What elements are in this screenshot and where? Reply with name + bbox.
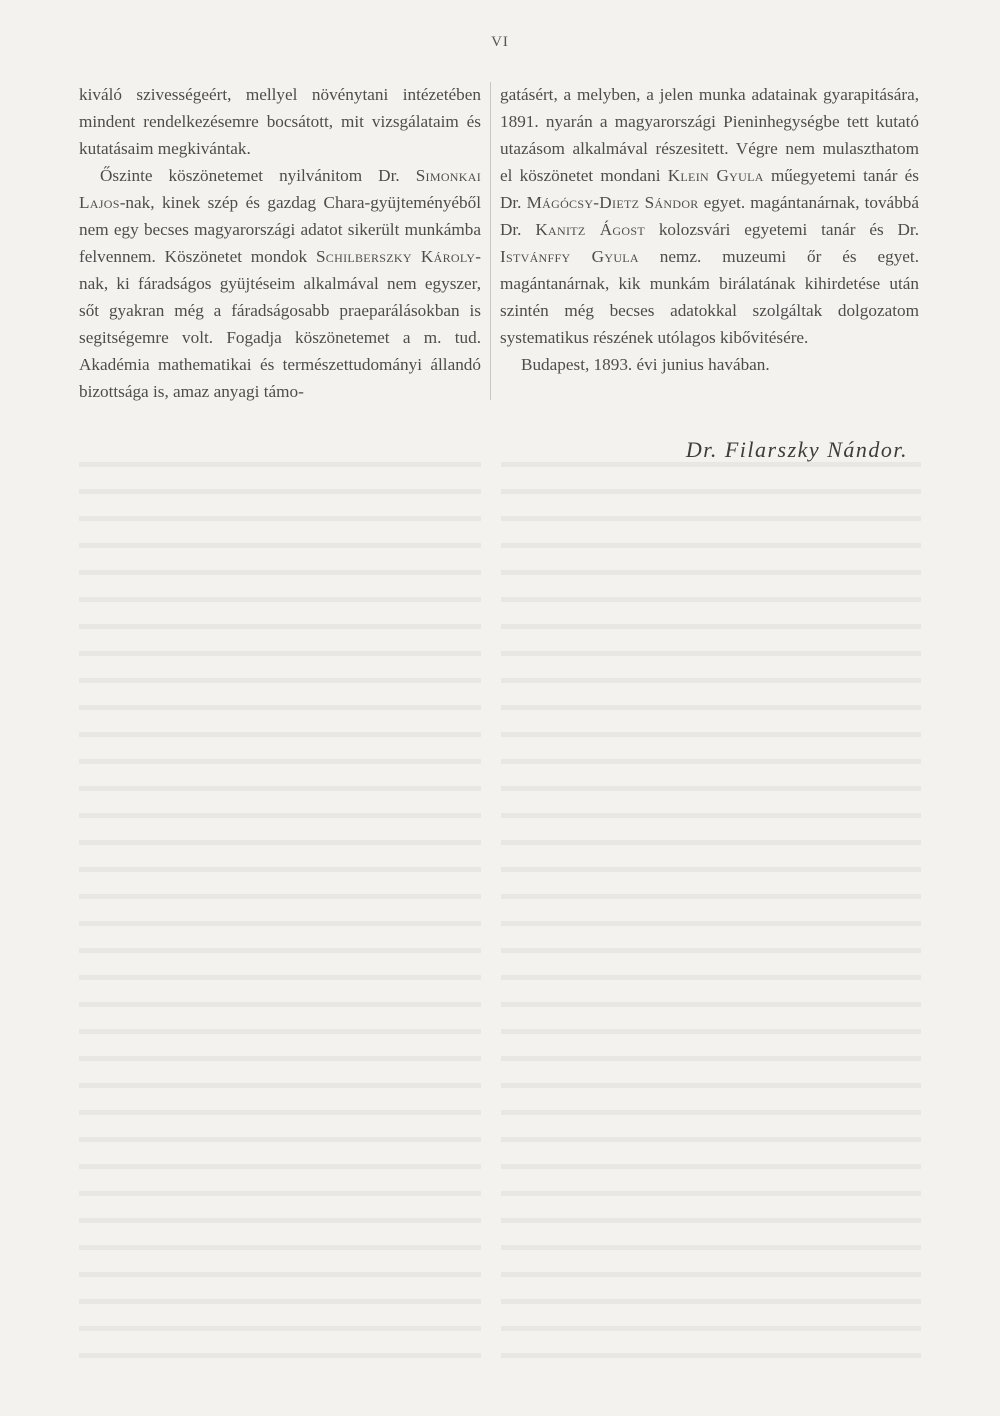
left-paragraph-2: [79, 162, 481, 405]
left-paragraph-1: kiváló szivességeért, mellyel növénytani intézetében mindent rendelkezésemre bocsátott, mit vizsgálataim és kutatásaim megkivántak.: [79, 85, 481, 158]
person-name: Kanitz Ágost: [535, 220, 645, 239]
person-name: Klein Gyula: [667, 166, 764, 185]
right-paragraph-1: [500, 81, 919, 351]
left-column: [79, 81, 481, 405]
text-run: műegyetemi tanár és Dr.: [500, 166, 919, 212]
show-through-gutter: [481, 450, 501, 1380]
person-name: Schilberszky Károly: [315, 247, 476, 266]
text-run: Őszinte köszönetemet nyilvánitom Dr.: [100, 166, 416, 185]
person-name: Simonkai Lajos: [79, 166, 481, 212]
person-name: Mágócsy-Dietz Sándor: [526, 193, 699, 212]
author-signature: Dr. Filarszky Nándor.: [685, 437, 908, 462]
text-run: gatásért, a melyben, a jelen munka adatainak gyarapitására, 1891. nyarán a magyarországi Pieninhegységbe tett kutató utazásom alkalmával részesitett. Végre nem mulaszthatom el köszönetet mondani: [500, 85, 919, 185]
person-name: Istvánffy Gyula: [500, 247, 639, 266]
text-run: kolozsvári egyetemi tanár és Dr.: [644, 220, 919, 239]
text-run: egyet. magántanárnak, továbbá Dr.: [500, 193, 920, 239]
text-run: -nak, kinek szép és gazdag Chara-gyüjteményéből nem egy becses magyarországi adatot sikerült munkámba felvennem. Köszönetet mondok: [79, 193, 481, 266]
date-line: Budapest, 1893. évi junius havában.: [521, 355, 770, 374]
column-divider: [490, 82, 491, 400]
page-number: VI: [491, 34, 509, 50]
text-run: -nak, ki fáradságos gyüjtéseim alkalmával nem egyszer, sőt gyakran még a fáradságosabb praeparálásokban is segitségemre volt. Fogadja köszönetemet a m. tud. Akadémia mathematikai és természettudományi állandó bizottsága is, amaz anyagi támo-: [79, 247, 481, 401]
text-run: nemz. muzeumi őr és egyet. magántanárnak, kik munkám birálatának kihirdetése után szintén még becses adatokkal szolgáltak dolgozatom systematikus részének utólagos kibővitésére.: [500, 247, 919, 347]
right-column: [500, 81, 919, 378]
